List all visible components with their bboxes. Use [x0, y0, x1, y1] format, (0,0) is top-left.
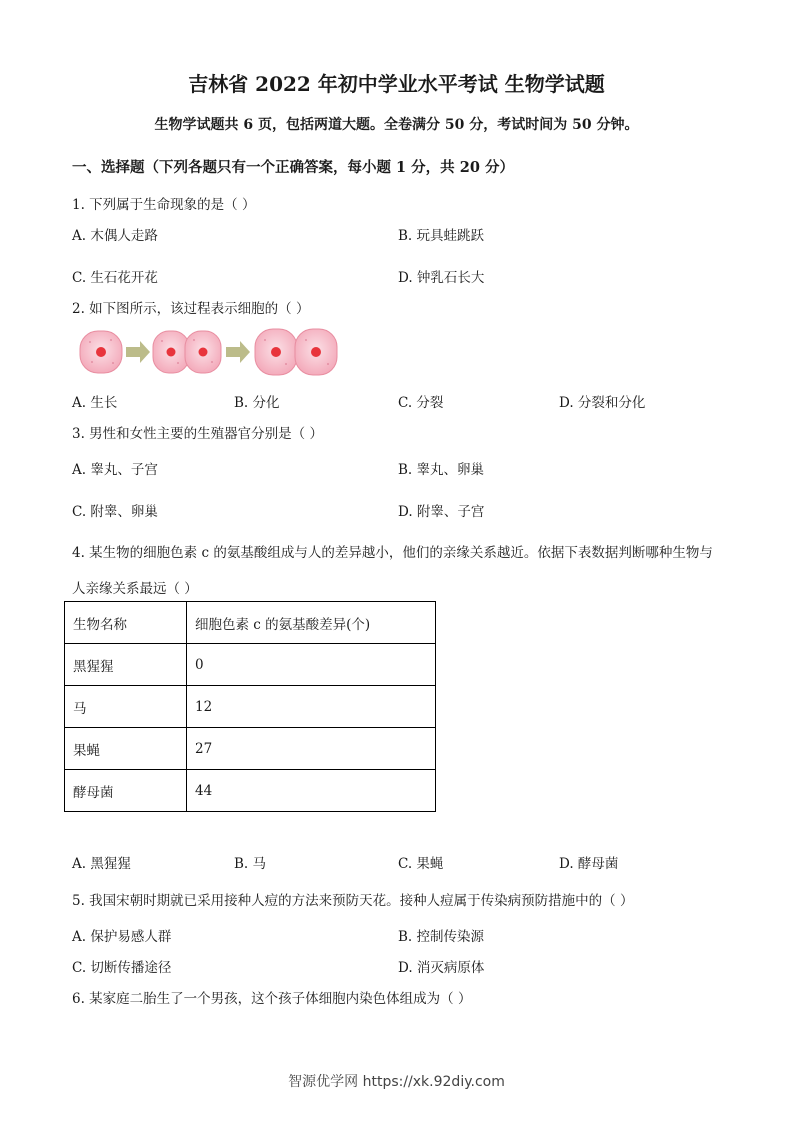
question-4-option-b: B. 马 [234, 856, 267, 872]
question-3-option-c: C. 附睾、卵巢 [72, 504, 158, 520]
question-3-option-d: D. 附睾、子宫 [398, 504, 485, 520]
question-1-option-c: C. 生石花开花 [72, 270, 158, 286]
table-header-cell: 细胞色素 c 的氨基酸差异(个) [187, 602, 436, 644]
question-5-option-d: D. 消灭病原体 [398, 960, 485, 976]
table-cell: 44 [187, 770, 436, 812]
question-3-stem: 3. 男性和女性主要的生殖器官分别是（ ） [72, 426, 323, 442]
exam-instructions: 生物学试题共 6 页，包括两道大题。全卷满分 50 分，考试时间为 50 分钟。 [154, 117, 639, 133]
question-5-stem: 5. 我国宋朝时期就已采用接种人痘的方法来预防天花。接种人痘属于传染病预防措施中的（ ） [72, 893, 634, 909]
table-row [65, 728, 436, 770]
section-heading: 一、选择题（下列各题只有一个正确答案，每小题 1 分，共 20 分） [72, 159, 514, 176]
table-cell: 12 [187, 686, 436, 728]
question-5-option-b: B. 控制传染源 [398, 929, 485, 945]
table-row [65, 686, 436, 728]
question-4-stem-line-2: 人亲缘关系最远（ ） [72, 581, 198, 597]
question-6-stem: 6. 某家庭二胎生了一个男孩，这个孩子体细胞内染色体组成为（ ） [72, 991, 472, 1007]
table-cell: 酵母菌 [65, 770, 187, 812]
table-header-cell: 生物名称 [65, 602, 187, 644]
question-1-stem: 1. 下列属于生命现象的是（ ） [72, 197, 256, 213]
question-2-stem: 2. 如下图所示，该过程表示细胞的（ ） [72, 301, 310, 317]
question-5-option-a: A. 保护易感人群 [72, 929, 172, 945]
cell-division-figure [78, 328, 343, 376]
question-1-option-b: B. 玩具蛙跳跃 [398, 228, 485, 244]
footer-watermark: 智源优学网 https://xk.92diy.com [288, 1074, 505, 1090]
question-2-option-c: C. 分裂 [398, 395, 444, 411]
table-row [65, 770, 436, 812]
question-2-option-d: D. 分裂和分化 [559, 395, 646, 411]
cell-pair-1 [153, 331, 221, 373]
question-1-option-d: D. 钟乳石长大 [398, 270, 485, 286]
table-cell: 马 [65, 686, 187, 728]
question-3-option-a: A. 睾丸、子宫 [72, 462, 158, 478]
arrow-icon [226, 341, 250, 363]
arrow-icon [126, 341, 150, 363]
data-table [64, 601, 436, 812]
question-1-option-a: A. 木偶人走路 [72, 228, 158, 244]
question-4-option-a: A. 黑猩猩 [72, 856, 131, 872]
table-row [65, 644, 436, 686]
question-2-option-a: A. 生长 [72, 395, 118, 411]
question-4-option-d: D. 酵母菌 [559, 856, 619, 872]
cell-single [80, 331, 122, 373]
table-cell: 果蝇 [65, 728, 187, 770]
table-cell: 27 [187, 728, 436, 770]
question-4-stem-line-1: 4. 某生物的细胞色素 c 的氨基酸组成与人的差异越小，他们的亲缘关系越近。依据下表数据判断哪种生物与 [72, 545, 713, 561]
table-cell: 黑猩猩 [65, 644, 187, 686]
table-header-row [65, 602, 436, 644]
question-3-option-b: B. 睾丸、卵巢 [398, 462, 485, 478]
table-cell: 0 [187, 644, 436, 686]
question-4-option-c: C. 果蝇 [398, 856, 444, 872]
question-2-option-b: B. 分化 [234, 395, 280, 411]
question-5-option-c: C. 切断传播途径 [72, 960, 172, 976]
cell-pair-2 [255, 329, 337, 375]
page-title: 吉林省 2022 年初中学业水平考试 生物学试题 [188, 72, 605, 96]
